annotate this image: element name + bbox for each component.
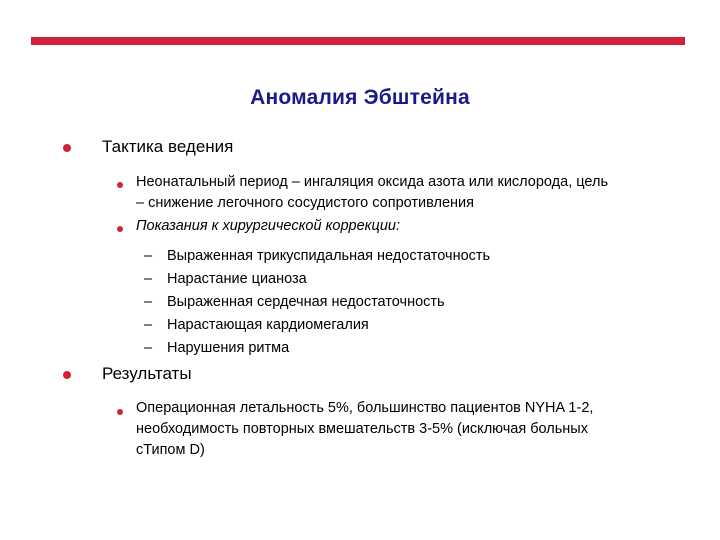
item-results-line-1: Операционная летальность 5%, большинство пациентов NYHA 1-2, xyxy=(136,400,594,416)
top-divider-bar xyxy=(31,37,685,45)
item-neonatal-line-2: – снижение легочного сосудистого сопротивления xyxy=(136,195,474,211)
dash-marker: – xyxy=(144,248,153,264)
dash-marker: – xyxy=(144,340,153,356)
bullet-dot-icon xyxy=(63,371,71,379)
indication-item: Выраженная сердечная недостаточность xyxy=(167,294,445,310)
slide-title: Аномалия Эбштейна xyxy=(250,86,470,109)
bullet-dot-icon xyxy=(117,182,123,188)
section-heading-results: Результаты xyxy=(102,364,192,383)
bullet-dot-icon xyxy=(117,409,123,415)
bullet-dot-icon xyxy=(117,226,123,232)
item-neonatal-line-1: Неонатальный период – ингаляция оксида азота или кислорода, цель xyxy=(136,174,608,190)
bullet-dot-icon xyxy=(63,144,71,152)
item-results-line-3: сТипом D) xyxy=(136,442,205,458)
indication-item: Нарастающая кардиомегалия xyxy=(167,317,369,333)
indication-item: Нарастание цианоза xyxy=(167,271,307,287)
dash-marker: – xyxy=(144,294,153,310)
indication-item: Выраженная трикуспидальная недостаточность xyxy=(167,248,491,264)
item-surgery-indications: Показания к хирургической коррекции: xyxy=(136,218,400,234)
dash-marker: – xyxy=(144,317,153,333)
section-heading-tactics: Тактика ведения xyxy=(102,137,234,156)
indication-item: Нарушения ритма xyxy=(167,340,290,356)
dash-marker: – xyxy=(144,271,153,287)
item-results-line-2: необходимость повторных вмешательств 3-5% (исключая больных xyxy=(136,421,588,437)
